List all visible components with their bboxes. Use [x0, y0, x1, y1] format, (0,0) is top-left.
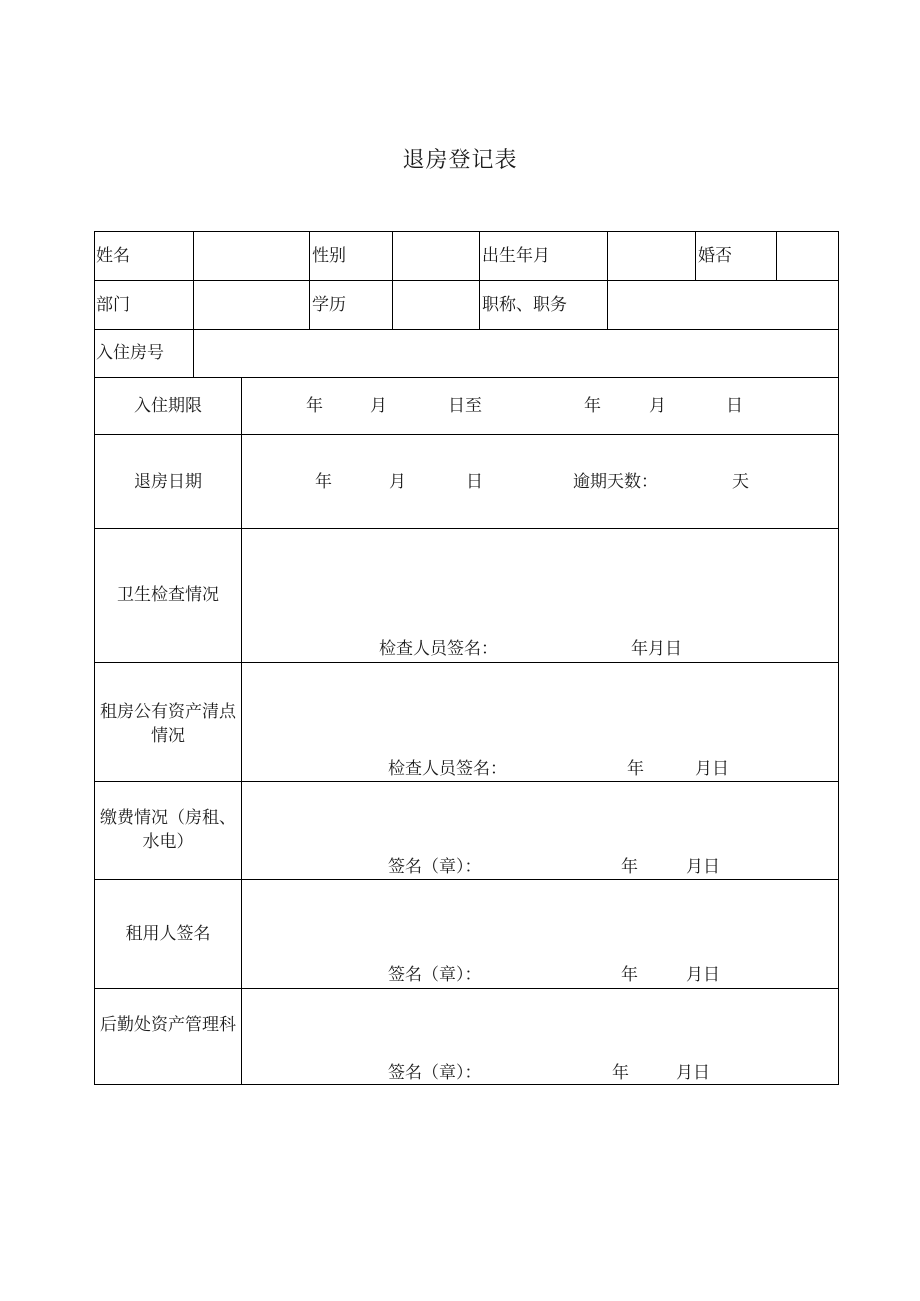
- logistics-asset-office-label: 后勤处资产管理科: [100, 1015, 236, 1035]
- table-border-left: [94, 231, 95, 1085]
- col-divider: [193, 231, 194, 329]
- overdue-days-label: 逾期天数：: [573, 472, 658, 492]
- col-divider: [695, 231, 696, 280]
- col-divider: [309, 231, 310, 329]
- marital-status-label: 婚否: [698, 246, 732, 266]
- assets-year: 年: [627, 759, 644, 779]
- title-position-label: 职称、职务: [482, 295, 567, 315]
- to-day: 日: [726, 396, 743, 416]
- row-divider: [94, 528, 839, 529]
- form-title: 退房登记表: [402, 148, 518, 173]
- public-assets-inventory-label: 租房公有资产清点情况: [100, 702, 236, 746]
- row-divider: [94, 280, 839, 281]
- table-border-top: [94, 231, 839, 232]
- gender-label: 性别: [312, 246, 346, 266]
- checkout-day: 日: [466, 472, 483, 492]
- row-divider: [94, 781, 839, 782]
- hygiene-date: 年月日: [631, 639, 682, 659]
- tenant-month-day: 月日: [686, 965, 720, 985]
- to-month: 月: [649, 396, 666, 416]
- stay-period-label: 入住期限: [134, 396, 202, 416]
- payment-signature: 签名（章）：: [388, 857, 482, 877]
- assets-inspector-signature: 检查人员签名：: [388, 759, 507, 779]
- checkout-date-label: 退房日期: [134, 472, 202, 492]
- col-divider: [479, 231, 480, 329]
- tenant-signature: 签名（章）：: [388, 965, 482, 985]
- tenant-signature-label: 租用人签名: [125, 924, 211, 944]
- row-divider: [94, 662, 839, 663]
- hygiene-check-label: 卫生检查情况: [117, 585, 219, 605]
- col-divider: [776, 231, 777, 280]
- tenant-year: 年: [621, 965, 638, 985]
- hygiene-inspector-signature: 检查人员签名：: [379, 639, 498, 659]
- education-label: 学历: [312, 295, 346, 315]
- col-divider: [392, 231, 393, 329]
- row-divider: [94, 434, 839, 435]
- checkout-month: 月: [389, 472, 406, 492]
- assets-month-day: 月日: [695, 759, 729, 779]
- payment-month-day: 月日: [686, 857, 720, 877]
- from-month: 月: [370, 396, 387, 416]
- row-divider: [94, 988, 839, 989]
- row-divider: [94, 879, 839, 880]
- from-day-to: 日至: [448, 396, 482, 416]
- col-divider: [193, 329, 194, 377]
- checkout-year: 年: [315, 472, 332, 492]
- room-number-label: 入住房号: [96, 343, 164, 363]
- name-label: 姓名: [96, 246, 130, 266]
- table-border-right: [838, 231, 839, 1085]
- table-border-bottom: [94, 1084, 839, 1085]
- overdue-days-unit: 天: [732, 472, 749, 492]
- from-year: 年: [306, 396, 323, 416]
- label-col-divider: [241, 377, 242, 1085]
- logistics-signature: 签名（章）：: [388, 1063, 482, 1083]
- payment-year: 年: [621, 857, 638, 877]
- to-year: 年: [584, 396, 601, 416]
- col-divider: [607, 231, 608, 329]
- logistics-year: 年: [612, 1063, 629, 1083]
- payment-status-label: 缴费情况（房租、水电）: [100, 808, 236, 852]
- department-label: 部门: [96, 295, 130, 315]
- row-divider: [94, 377, 839, 378]
- logistics-month-day: 月日: [676, 1063, 710, 1083]
- row-divider: [94, 329, 839, 330]
- birth-date-label: 出生年月: [482, 246, 550, 266]
